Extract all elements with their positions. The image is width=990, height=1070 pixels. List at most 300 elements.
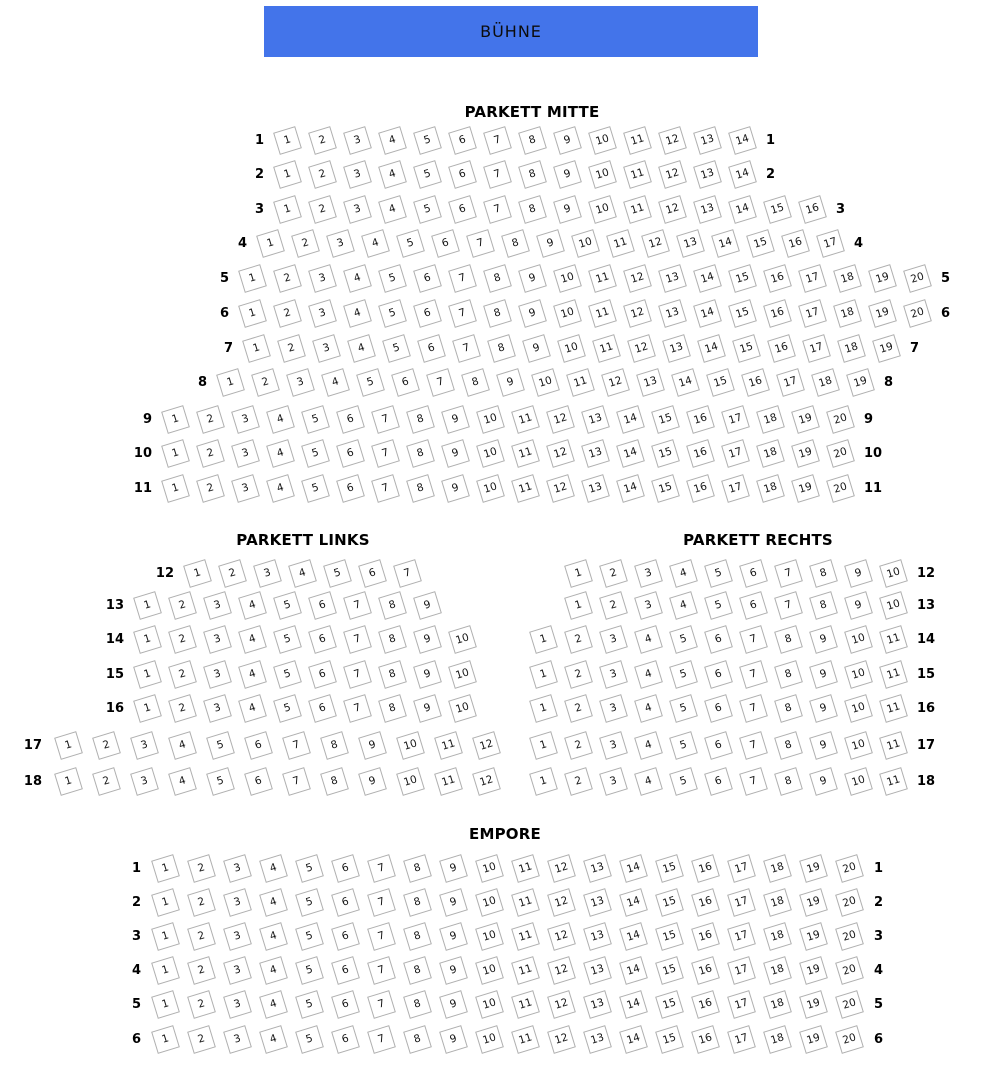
seat[interactable] <box>168 731 197 760</box>
seat[interactable] <box>475 990 504 1019</box>
seat[interactable] <box>583 990 612 1019</box>
seat[interactable] <box>308 660 337 689</box>
seat[interactable] <box>728 299 757 328</box>
seat[interactable] <box>291 229 320 258</box>
seat[interactable] <box>343 694 372 723</box>
seat[interactable] <box>636 368 665 397</box>
seat[interactable] <box>223 854 252 883</box>
seat[interactable] <box>739 559 768 588</box>
seat[interactable] <box>511 922 540 951</box>
seat[interactable] <box>475 1025 504 1054</box>
seat[interactable] <box>655 922 684 951</box>
seat[interactable] <box>529 731 558 760</box>
seat[interactable] <box>496 368 525 397</box>
seat[interactable] <box>833 264 862 293</box>
seat[interactable] <box>583 922 612 951</box>
seat[interactable] <box>879 660 908 689</box>
seat[interactable] <box>566 368 595 397</box>
seat[interactable] <box>799 854 828 883</box>
seat[interactable] <box>273 264 302 293</box>
seat[interactable] <box>356 368 385 397</box>
seat[interactable] <box>599 625 628 654</box>
seat[interactable] <box>564 591 593 620</box>
seat[interactable] <box>216 368 245 397</box>
seat[interactable] <box>546 405 575 434</box>
seat[interactable] <box>203 694 232 723</box>
seat[interactable] <box>452 334 481 363</box>
seat[interactable] <box>571 229 600 258</box>
seat[interactable] <box>669 625 698 654</box>
seat[interactable] <box>151 888 180 917</box>
seat[interactable] <box>133 625 162 654</box>
seat[interactable] <box>475 854 504 883</box>
seat[interactable] <box>439 956 468 985</box>
seat[interactable] <box>203 660 232 689</box>
seat[interactable] <box>308 299 337 328</box>
seat[interactable] <box>413 195 442 224</box>
seat[interactable] <box>564 559 593 588</box>
seat[interactable] <box>634 731 663 760</box>
seat[interactable] <box>273 195 302 224</box>
seat[interactable] <box>476 439 505 468</box>
seat[interactable] <box>92 767 121 796</box>
seat[interactable] <box>658 299 687 328</box>
seat[interactable] <box>259 956 288 985</box>
seat[interactable] <box>511 439 540 468</box>
seat[interactable] <box>763 922 792 951</box>
seat[interactable] <box>187 990 216 1019</box>
seat[interactable] <box>308 591 337 620</box>
seat[interactable] <box>92 731 121 760</box>
seat[interactable] <box>259 990 288 1019</box>
seat[interactable] <box>872 334 901 363</box>
seat[interactable] <box>686 405 715 434</box>
seat[interactable] <box>669 694 698 723</box>
seat[interactable] <box>361 229 390 258</box>
seat[interactable] <box>811 368 840 397</box>
seat[interactable] <box>439 1025 468 1054</box>
seat[interactable] <box>187 888 216 917</box>
seat[interactable] <box>331 854 360 883</box>
seat[interactable] <box>413 299 442 328</box>
seat[interactable] <box>651 405 680 434</box>
seat[interactable] <box>483 160 512 189</box>
seat[interactable] <box>130 767 159 796</box>
seat[interactable] <box>846 368 875 397</box>
seat[interactable] <box>809 767 838 796</box>
seat[interactable] <box>476 405 505 434</box>
seat[interactable] <box>323 559 352 588</box>
seat[interactable] <box>161 474 190 503</box>
seat[interactable] <box>676 229 705 258</box>
seat[interactable] <box>301 439 330 468</box>
seat[interactable] <box>378 660 407 689</box>
seat[interactable] <box>763 956 792 985</box>
seat[interactable] <box>439 854 468 883</box>
seat[interactable] <box>244 767 273 796</box>
seat[interactable] <box>669 559 698 588</box>
seat[interactable] <box>518 126 547 155</box>
seat[interactable] <box>739 625 768 654</box>
seat[interactable] <box>802 334 831 363</box>
seat[interactable] <box>619 854 648 883</box>
seat[interactable] <box>168 694 197 723</box>
seat[interactable] <box>809 591 838 620</box>
seat[interactable] <box>774 767 803 796</box>
seat[interactable] <box>431 229 460 258</box>
seat[interactable] <box>791 439 820 468</box>
seat[interactable] <box>581 474 610 503</box>
seat[interactable] <box>483 126 512 155</box>
seat[interactable] <box>619 956 648 985</box>
seat[interactable] <box>536 229 565 258</box>
seat[interactable] <box>54 731 83 760</box>
seat[interactable] <box>809 660 838 689</box>
seat[interactable] <box>472 731 501 760</box>
seat[interactable] <box>774 625 803 654</box>
seat[interactable] <box>476 474 505 503</box>
seat[interactable] <box>693 195 722 224</box>
seat[interactable] <box>774 591 803 620</box>
seat[interactable] <box>691 854 720 883</box>
seat[interactable] <box>553 160 582 189</box>
seat[interactable] <box>522 334 551 363</box>
seat[interactable] <box>634 559 663 588</box>
seat[interactable] <box>273 299 302 328</box>
seat[interactable] <box>826 439 855 468</box>
seat[interactable] <box>413 264 442 293</box>
seat[interactable] <box>403 854 432 883</box>
seat[interactable] <box>231 439 260 468</box>
seat[interactable] <box>706 368 735 397</box>
seat[interactable] <box>767 334 796 363</box>
seat[interactable] <box>583 956 612 985</box>
seat[interactable] <box>592 334 621 363</box>
seat[interactable] <box>756 405 785 434</box>
seat[interactable] <box>704 767 733 796</box>
seat[interactable] <box>704 694 733 723</box>
seat[interactable] <box>623 126 652 155</box>
seat[interactable] <box>238 299 267 328</box>
seat[interactable] <box>151 956 180 985</box>
seat[interactable] <box>434 767 463 796</box>
seat[interactable] <box>671 368 700 397</box>
seat[interactable] <box>244 731 273 760</box>
seat[interactable] <box>511 956 540 985</box>
seat[interactable] <box>413 591 442 620</box>
seat[interactable] <box>259 854 288 883</box>
seat[interactable] <box>206 731 235 760</box>
seat[interactable] <box>475 956 504 985</box>
seat[interactable] <box>557 334 586 363</box>
seat[interactable] <box>704 559 733 588</box>
seat[interactable] <box>746 229 775 258</box>
seat[interactable] <box>331 888 360 917</box>
seat[interactable] <box>799 990 828 1019</box>
seat[interactable] <box>439 922 468 951</box>
seat[interactable] <box>326 229 355 258</box>
seat[interactable] <box>564 731 593 760</box>
seat[interactable] <box>466 229 495 258</box>
seat[interactable] <box>358 767 387 796</box>
seat[interactable] <box>868 299 897 328</box>
seat[interactable] <box>623 195 652 224</box>
seat[interactable] <box>704 591 733 620</box>
seat[interactable] <box>231 405 260 434</box>
seat[interactable] <box>835 990 864 1019</box>
seat[interactable] <box>320 731 349 760</box>
seat[interactable] <box>599 767 628 796</box>
seat[interactable] <box>693 126 722 155</box>
seat[interactable] <box>133 591 162 620</box>
seat[interactable] <box>475 888 504 917</box>
seat[interactable] <box>553 195 582 224</box>
seat[interactable] <box>529 660 558 689</box>
seat[interactable] <box>634 625 663 654</box>
seat[interactable] <box>295 990 324 1019</box>
seat[interactable] <box>547 990 576 1019</box>
seat[interactable] <box>396 767 425 796</box>
seat[interactable] <box>588 264 617 293</box>
seat[interactable] <box>691 990 720 1019</box>
seat[interactable] <box>273 660 302 689</box>
seat[interactable] <box>879 591 908 620</box>
seat[interactable] <box>308 694 337 723</box>
seat[interactable] <box>721 405 750 434</box>
seat[interactable] <box>242 334 271 363</box>
seat[interactable] <box>378 694 407 723</box>
seat[interactable] <box>655 888 684 917</box>
seat[interactable] <box>259 1025 288 1054</box>
seat[interactable] <box>367 1025 396 1054</box>
seat[interactable] <box>511 854 540 883</box>
seat[interactable] <box>634 591 663 620</box>
seat[interactable] <box>161 439 190 468</box>
seat[interactable] <box>336 405 365 434</box>
seat[interactable] <box>616 439 645 468</box>
seat[interactable] <box>253 559 282 588</box>
seat[interactable] <box>238 660 267 689</box>
seat[interactable] <box>799 888 828 917</box>
seat[interactable] <box>798 299 827 328</box>
seat[interactable] <box>413 625 442 654</box>
seat[interactable] <box>623 299 652 328</box>
seat[interactable] <box>371 474 400 503</box>
seat[interactable] <box>187 956 216 985</box>
seat[interactable] <box>448 160 477 189</box>
seat[interactable] <box>697 334 726 363</box>
seat[interactable] <box>799 1025 828 1054</box>
seat[interactable] <box>588 195 617 224</box>
seat[interactable] <box>331 990 360 1019</box>
seat[interactable] <box>187 854 216 883</box>
seat[interactable] <box>599 731 628 760</box>
seat[interactable] <box>367 990 396 1019</box>
seat[interactable] <box>54 767 83 796</box>
seat[interactable] <box>816 229 845 258</box>
seat[interactable] <box>686 474 715 503</box>
seat[interactable] <box>308 126 337 155</box>
seat[interactable] <box>619 1025 648 1054</box>
seat[interactable] <box>809 694 838 723</box>
seat[interactable] <box>835 1025 864 1054</box>
seat[interactable] <box>196 474 225 503</box>
seat[interactable] <box>371 439 400 468</box>
seat[interactable] <box>606 229 635 258</box>
seat[interactable] <box>238 694 267 723</box>
seat[interactable] <box>203 625 232 654</box>
seat[interactable] <box>879 559 908 588</box>
seat[interactable] <box>634 694 663 723</box>
seat[interactable] <box>403 990 432 1019</box>
seat[interactable] <box>273 160 302 189</box>
seat[interactable] <box>511 990 540 1019</box>
seat[interactable] <box>799 922 828 951</box>
seat[interactable] <box>669 591 698 620</box>
seat[interactable] <box>238 625 267 654</box>
seat[interactable] <box>763 299 792 328</box>
seat[interactable] <box>406 405 435 434</box>
seat[interactable] <box>378 591 407 620</box>
seat[interactable] <box>417 334 446 363</box>
seat[interactable] <box>223 990 252 1019</box>
seat[interactable] <box>347 334 376 363</box>
seat[interactable] <box>691 922 720 951</box>
seat[interactable] <box>308 195 337 224</box>
seat[interactable] <box>879 731 908 760</box>
seat[interactable] <box>168 625 197 654</box>
seat[interactable] <box>564 660 593 689</box>
seat[interactable] <box>259 922 288 951</box>
seat[interactable] <box>413 694 442 723</box>
seat[interactable] <box>308 625 337 654</box>
seat[interactable] <box>844 559 873 588</box>
seat[interactable] <box>483 195 512 224</box>
seat[interactable] <box>728 195 757 224</box>
seat[interactable] <box>396 229 425 258</box>
seat[interactable] <box>721 474 750 503</box>
seat[interactable] <box>151 854 180 883</box>
seat[interactable] <box>439 990 468 1019</box>
seat[interactable] <box>343 264 372 293</box>
seat[interactable] <box>599 591 628 620</box>
seat[interactable] <box>331 1025 360 1054</box>
seat[interactable] <box>588 299 617 328</box>
seat[interactable] <box>358 559 387 588</box>
seat[interactable] <box>448 126 477 155</box>
seat[interactable] <box>655 854 684 883</box>
seat[interactable] <box>903 264 932 293</box>
seat[interactable] <box>669 731 698 760</box>
seat[interactable] <box>439 888 468 917</box>
seat[interactable] <box>168 767 197 796</box>
seat[interactable] <box>223 888 252 917</box>
seat[interactable] <box>441 439 470 468</box>
seat[interactable] <box>529 625 558 654</box>
seat[interactable] <box>378 264 407 293</box>
seat[interactable] <box>483 299 512 328</box>
seat[interactable] <box>809 559 838 588</box>
seat[interactable] <box>301 405 330 434</box>
seat[interactable] <box>879 694 908 723</box>
seat[interactable] <box>441 474 470 503</box>
seat[interactable] <box>367 854 396 883</box>
seat[interactable] <box>739 731 768 760</box>
seat[interactable] <box>378 195 407 224</box>
seat[interactable] <box>391 368 420 397</box>
seat[interactable] <box>844 694 873 723</box>
seat[interactable] <box>529 694 558 723</box>
seat[interactable] <box>844 591 873 620</box>
seat[interactable] <box>879 767 908 796</box>
seat[interactable] <box>251 368 280 397</box>
seat[interactable] <box>151 1025 180 1054</box>
seat[interactable] <box>282 731 311 760</box>
seat[interactable] <box>448 694 477 723</box>
seat[interactable] <box>739 660 768 689</box>
seat[interactable] <box>161 405 190 434</box>
seat[interactable] <box>774 660 803 689</box>
seat[interactable] <box>378 299 407 328</box>
seat[interactable] <box>739 694 768 723</box>
seat[interactable] <box>413 126 442 155</box>
seat[interactable] <box>511 1025 540 1054</box>
seat[interactable] <box>367 956 396 985</box>
seat[interactable] <box>763 1025 792 1054</box>
seat[interactable] <box>378 126 407 155</box>
seat[interactable] <box>168 591 197 620</box>
seat[interactable] <box>774 694 803 723</box>
seat[interactable] <box>588 160 617 189</box>
seat[interactable] <box>691 888 720 917</box>
seat[interactable] <box>518 195 547 224</box>
seat[interactable] <box>763 264 792 293</box>
seat[interactable] <box>616 474 645 503</box>
seat[interactable] <box>547 922 576 951</box>
seat[interactable] <box>238 591 267 620</box>
seat[interactable] <box>623 160 652 189</box>
seat[interactable] <box>727 990 756 1019</box>
seat[interactable] <box>295 854 324 883</box>
seat[interactable] <box>553 299 582 328</box>
seat[interactable] <box>273 591 302 620</box>
seat[interactable] <box>518 299 547 328</box>
seat[interactable] <box>518 160 547 189</box>
seat[interactable] <box>835 956 864 985</box>
seat[interactable] <box>844 625 873 654</box>
seat[interactable] <box>662 334 691 363</box>
seat[interactable] <box>461 368 490 397</box>
seat[interactable] <box>727 922 756 951</box>
seat[interactable] <box>619 990 648 1019</box>
seat[interactable] <box>588 126 617 155</box>
seat[interactable] <box>879 625 908 654</box>
seat[interactable] <box>581 405 610 434</box>
seat[interactable] <box>798 264 827 293</box>
seat[interactable] <box>130 731 159 760</box>
seat[interactable] <box>711 229 740 258</box>
seat[interactable] <box>151 922 180 951</box>
seat[interactable] <box>686 439 715 468</box>
seat[interactable] <box>844 767 873 796</box>
seat[interactable] <box>187 922 216 951</box>
seat[interactable] <box>448 195 477 224</box>
seat[interactable] <box>266 405 295 434</box>
seat[interactable] <box>691 956 720 985</box>
seat[interactable] <box>331 922 360 951</box>
seat[interactable] <box>547 888 576 917</box>
seat[interactable] <box>396 731 425 760</box>
